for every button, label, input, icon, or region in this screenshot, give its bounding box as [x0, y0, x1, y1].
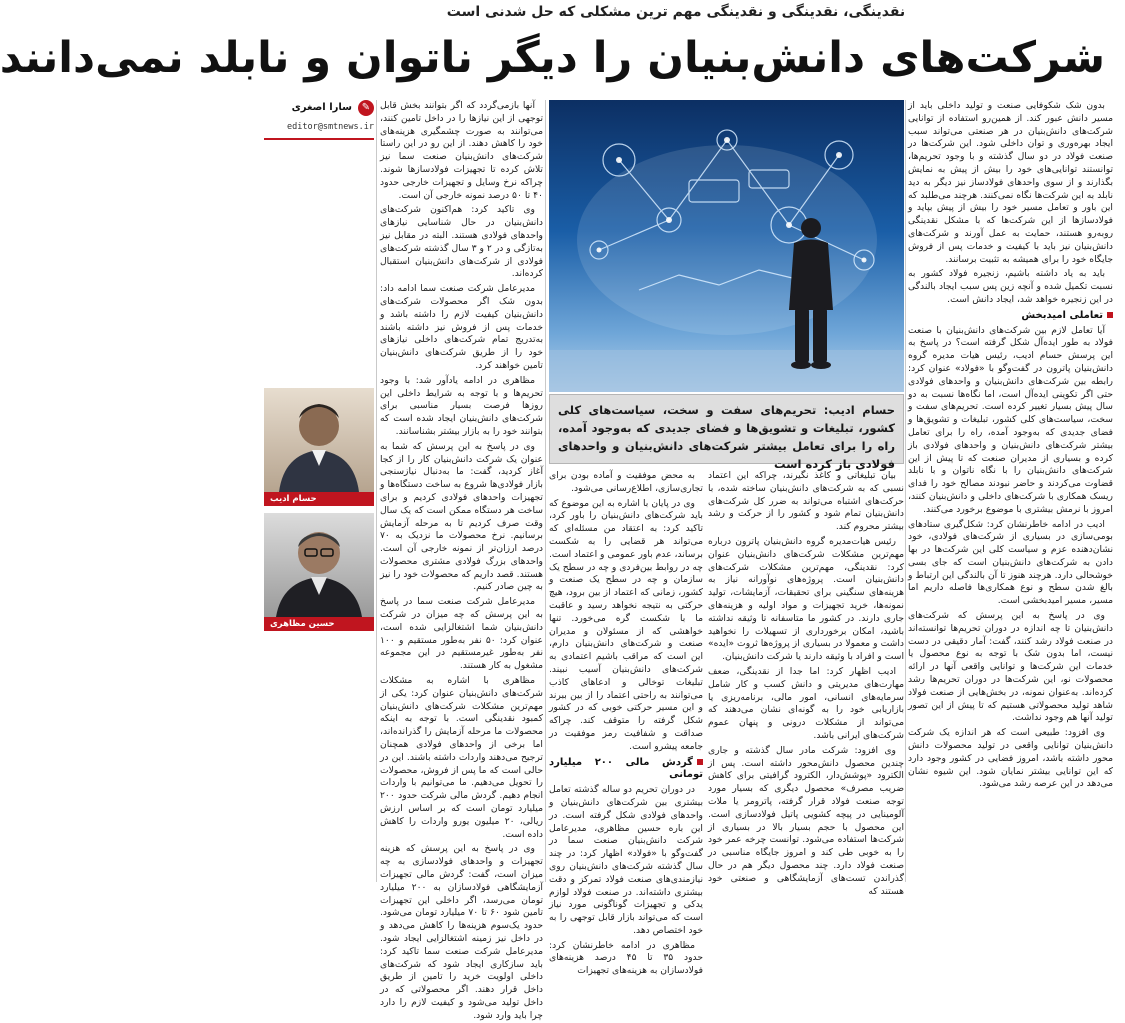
subheading [549, 757, 703, 783]
pen-icon: ✎ [358, 100, 374, 116]
author-name: سارا اصغری [291, 102, 352, 113]
paragraph: آیا تعامل لازم بین شرکت‌های دانش‌بنیان با صنعت فولاد به طور ایده‌آل شکل گرفته است؟ در پاسخ به این پرسش حسام ادیب، رئیس هیات مدیره گروه دانش‌بنیان پاترون در گفت‌وگو با «فولاد» عنوان کرد: رابطه بین شرکت‌های دانش‌بنیان و واحدهای فولادی حتی اگر تکوینی ایده‌آل است، اما نگاه‌ها نسبت به دو سال پیش بسیار تغییر کرده است. تحریم‌های سفت و سخت، سیاست‌های کلی کشور، تبلیغات و تشویق‌ها و فضای جدیدی که به‌وجود آمده، راه را برای تعامل بیشتر شرکت‌های دانش‌بنیان و واحدهای فولادی باز کرده و بسیاری از مدیران صنعت که تا پیش از این شرکت‌های دانش‌بنیان را با نگاه ناتوان و با نابلد قضاوت می‌کردند و حاضر نبودند مصالح خود را فدای ریسک همکاری با شرکت‌های داخلی و دانش‌بنیان کنند، امروز با نرمش بیشتری با موضوع برخورد می‌کنند. [908, 324, 1113, 515]
column-divider [376, 100, 377, 882]
paragraph: مظاهری با اشاره به مشکلات شرکت‌های دانش‌بنیان عنوان کرد: یکی از مهم‌ترین مشکلات شرکت‌های دانش‌بنیان کمبود نقدینگی است. با توجه به اینکه محصولات ما مرحله آزمایش را گذرانده‌اند، اما برخی از واحدهای فولادی همچنان ترجیح می‌دهند واردات داشته باشند. این در حالی است که ما پس از فروش، محصولات را تحویل می‌دهیم. ما می‌توانیم با واردات انجام دهیم. گردش مالی شرکت حدود ۲۰۰ میلیارد تومان است که بر اساس ارزش ریالی، ۲۰ میلیون یورو واردات را کاهش داده است. [380, 675, 543, 840]
main-photo [549, 100, 904, 392]
person-silhouette-icon [264, 388, 374, 492]
author-email[interactable]: editor@smtnews.ir [287, 122, 374, 132]
bullet-square-icon [697, 759, 703, 765]
subheading-text: گردش مالی ۲۰۰ میلیارد تومانی [549, 756, 703, 781]
column-divider [905, 100, 906, 882]
article-column-4 [380, 100, 544, 1021]
person-silhouette-icon [264, 513, 374, 617]
paragraph: بیان تبلیغاتی و کاغذ نگیرند، چراکه این اعتماد نسبی که به شرکت‌های دانش‌بنیان ساخته شده، با حرکت‌های اشتباه می‌تواند به ضرر کل شرکت‌های دانش‌بنیان تمام شود و کشور را از حرکت و رشد بیشتر محروم کند. [708, 470, 904, 533]
paragraph: به محض موفقیت و آماده بودن برای تجاری‌سازی، اطلاع‌رسانی می‌شود. [549, 470, 703, 494]
portrait-hesam-adib [264, 388, 374, 492]
bullet-square-icon [1107, 312, 1113, 318]
article-column-2 [708, 470, 904, 897]
paragraph: ادیب در ادامه خاطرنشان کرد: شکل‌گیری ستادهای بومی‌سازی در بسیاری از شرکت‌های فولادی، خود نشان‌دهنده عزم و سیاست کلی این شرکت‌ها در بها دادن به شرکت‌های دانش‌بنیان است که جای بسی خوشحالی دارد. هرچند هنوز تا آن بالندگی این ارتباط و بالغ شدن سطح و نوع همکاری‌ها فاصله داریم اما مسیر، مسیر امیدبخشی است. [908, 518, 1113, 607]
portrait-hossein-mazaheri [264, 513, 374, 617]
paragraph: بدون شک شکوفایی صنعت و تولید داخلی باید از مسیر دانش عبور کند. از همین‌رو استفاده از توانایی شرکت‌های دانش‌بنیان در هر صنعتی می‌تواند سبب ایجاد بهره‌وری و توان داخلی شود. این شرکت‌ها در صنعت فولاد در دو سال گذشته و با وجود تحریم‌ها، توانستند توانایی‌های خود را بیش از پیش به نمایش بگذارند و از سوی واحدهای فولادساز نیز دیگر به دید نابلد به این شرکت‌ها نگاه نمی‌کنند. هرچند می‌طلبد که این باور و تعامل مسیر خود را بیش از پیش بپاید و فولادسازها از این شرکت‌ها که با مشکل نقدینگی روبه‌رو هستند، حمایت به عمل آورند و شرکت‌های دانش‌بنیان نیز باید با کیفیت و خدمات پس از فروش جایگاه خود را برای همیشه به تثبیت برسانند. [908, 100, 1113, 265]
paragraph: مدیرعامل شرکت صنعت سما در پاسخ به این پرسش که چه میزان در شرکت دانش‌بنیان شما اشتغالزایی شده است، عنوان کرد: ۵۰ نفر به‌طور مستقیم و ۱۰۰ نفر به‌طور غیرمستقیم در این مجموعه مشغول به کار هستند. [380, 596, 543, 672]
column-divider [545, 100, 546, 882]
author-byline [264, 100, 374, 145]
kicker: نقدینگی، نقدینگی و نقدینگی مهم ترین مشکلی که حل شدنی است [446, 4, 906, 20]
paragraph: آنها بازمی‌گردد که اگر بتوانند بخش قابل توجهی از این نیازها را در داخل تامین کنند، می‌توانند به صورت چشمگیری هزینه‌های خود را کاهش دهند. از این رو در این راستا شرکت‌های دانش‌بنیان صنعت سما نیز تلاش کرده تا تجهیزات فولادسازها شوند. چراکه نرخ وسایل و تجهیزات خارجی حدود ۴۰ تا ۵۰ درصد نمونه خارجی آن است. [380, 100, 543, 201]
headline: شرکت‌های دانش‌بنیان را دیگر ناتوان و نابلد نمی‌دانند [0, 33, 1105, 83]
portrait-caption: حسام ادیب [264, 492, 374, 506]
paragraph: رئیس هیات‌مدیره گروه دانش‌بنیان پاترون درباره مهم‌ترین مشکلات شرکت‌های دانش‌بنیان عنوان کرد: نقدینگی، مهم‌ترین مشکلات شرکت‌های دانش‌بنیان است. پروژه‌های نوآورانه نیاز به هزینه‌های سنگینی برای تحقیقات، آزمایشات، تولید نمونه‌ها، خرید تجهیزات و مواد اولیه و هزینه‌های جاری دارند. در کشور ما متاسفانه تا وثیقه نداشته باشید، امکان برخورداری از تسهیلات را نخواهید داشت و معمولا در بسیاری از پروژه‌ها ثروت «ایده» است و افراد با وثیقه دارند یا شرکت دانش‌بنیان. [708, 535, 904, 663]
paragraph: مظاهری در ادامه خاطرنشان کرد: حدود ۳۵ تا ۴۵ درصد هزینه‌های فولادسازان به هزینه‌های تجهیزات [549, 939, 704, 977]
paragraph: وی در پاسخ به این پرسش که شرکت‌های دانش‌بنیان تا چه اندازه در دوران تحریم‌ها توانسته‌اند در صنعت فولاد رشد کنند، گفت: آمار دقیقی در دست نیست، اما بدون شک با توجه به نوع محصول یا خدمات این شرکت‌ها و توانایی واقعی آنها در ارائه محصولات نو، این شرکت‌ها در دوران تحریم‌ها رشد کرده‌اند. به‌عنوان نمونه، در بخش‌هایی از صنعت فولاد شاهد تولید محصولاتی هستیم که تا پیش از این تصور تولید آنها هم وجود نداشت. [908, 610, 1113, 724]
paragraph: وی در پاسخ به این پرسش که هزینه تجهیزات و واحدهای فولادسازی به چه میزان است، گفت: گردش مالی تجهیزات آزمایشگاهی فولادسازان به ۲۰۰ میلیارد تومان می‌رسد، اگر داخلی این تجهیزات تامین شود ۶۰ تا ۷۰ میلیارد تومان می‌شود. حدود یک‌سوم هزینه‌ها را کاهش می‌دهد و در داخل نیز زمینه اشتغالزایی ایجاد شود. مدیرعامل شرکت صنعت سما تاکید کرد: باید سازکاری ایجاد شود که شرکت‌های داخلی اولویت خرید را تامین از طریق داخل قرار دهند. اگر محصولاتی که در داخل تولید می‌شود و کیفیت لازم را دارد چرا باید وارد شود. [380, 843, 544, 1021]
businessman-network-illustration [549, 100, 904, 392]
article-column-1 [908, 100, 1113, 882]
byline-rule [264, 138, 374, 140]
paragraph: در دوران تحریم دو ساله گذشته تعامل بیشتری بین شرکت‌های دانش‌بنیان و واحدهای فولادی شکل گرفته است. در این باره حسین مظاهری، مدیرعامل شرکت دانش‌بنیان صنعت سما در گفت‌وگو با «فولاد» اظهار کرد: در چند سال گذشته شرکت‌های دانش‌بنیان روی نیازمندی‌های صنعت فولاد تمرکز و دقت بیشتری داشته‌اند. در صنعت فولاد لوازم یدکی و تجهیزات گوناگونی مورد نیاز است که می‌تواند بازار قابل توجهی را به خود اختصاص دهد. [549, 784, 703, 936]
paragraph: باید به یاد داشته باشیم، زنجیره فولاد کشور به نسبت تکمیل شده و آنچه زین پس سبب ایجاد بالندگی در این زنجیره خواهد شد، ایجاد دانش است. [908, 268, 1113, 305]
paragraph: مدیرعامل شرکت صنعت سما ادامه داد: بدون شک اگر محصولات شرکت‌های دانش‌بنیان کیفیت لازم را داشته باشد و خدمات پس از فروش نیز داشته باشند به‌تدریج تمام شرکت‌های داخلی نیازهای خود را از طریق شرکت‌های دانش‌بنیان تامین خواهند کرد. [380, 283, 543, 371]
article-column-3 [549, 470, 704, 977]
portrait-caption: حسین مظاهری [264, 617, 374, 631]
paragraph: مظاهری در ادامه یادآور شد: با وجود تحریم‌ها و با توجه به شرایط داخلی این روزها فرصت بسیار مناسبی برای شرکت‌های دانش‌بنیان ایجاد شده است که بتوانند خود را به بازار بیشتر بشناسانند. [380, 374, 543, 437]
subheading-text: تعاملی امیدبخش [1021, 309, 1103, 321]
paragraph: وی افزود: شرکت مادر سال گذشته و جاری چندین محصول دانش‌محور داشته است. پس از الکترود «پوشش‌دار، الکترود گرافیتی برای کاهش ضریب مصرف» محصول دیگری که بسیار مورد توجه صنعت فولاد قرار گرفته، پاترومر یا ملات آلومینایی در پیچه کشویی پاتیل فولادسازی است. این محصول با حجم بسیار بالا در بسیاری از شرکت‌ها استفاده می‌شود. توانست چرخه عمر خود را به خوبی طی کند و امروز جایگاه مناسبی در صنعت فولاد دارد. چند محصول دیگر هم در حال گذراندن تست‌های آزمایشگاهی و صنعتی خود هستند که [708, 744, 904, 897]
subheading [908, 310, 1113, 323]
paragraph: وی در پایان با اشاره به این موضوع که باید شرکت‌های دانش‌بنیان را باور کرد، تاکید کرد: به اعتقاد من مسئله‌ای که می‌تواند هر قضایی را به شکست برساند، عدم باور عمومی و اعتماد است. چه در روابط بین‌فردی و چه در سطح یک سازمان و چه در سطح یک صنعت و کشور، زمانی که اعتماد از بین برود، هیچ حرکتی به نتیجه نخواهد رسید و عاقبت ما با شکست گره می‌خورد. تنها خواهشی که از مسئولان و مدیران صنعت و شرکت‌های دانش‌بنیان دارم، این است که مراقب باشیم اعتمادی به شرکت‌های دانش‌بنیان آسیب نبیند. تبلیغات توخالی و ادعاهای کاذب می‌توانند به راحتی اعتماد را از بین ببرند و این مسیر حرکتی خوبی که در کشور شکل گرفته را متوقف کند. چراکه صداقت و شفافیت رمز موفقیت در جامعه پیشرو است. [549, 497, 703, 752]
paragraph: ادیب اظهار کرد: اما جدا از نقدینگی، ضعف مهارت‌های مدیریتی و دانش کسب و کار شامل سرمایه‌های انسانی، امور مالی، برنامه‌ریزی یا بازاریابی خود را به گونه‌ای نشان می‌دهند که می‌تواند از مشکلات درونی و پنهان عموم شرکت‌های ایرانی باشد. [708, 665, 904, 741]
paragraph: وی افزود: طبیعی است که هر اندازه یک شرکت دانش‌بنیان توانایی واقعی در تولید محصولات دانش محور داشته باشد، امروز فضایی در کشور وجود دارد که این توانایی بیشتر نمایان شود. این شیوه نشان می‌دهد در این عرصه رشد می‌شود. [908, 727, 1113, 790]
paragraph: وی تاکید کرد: هم‌اکنون شرکت‌های دانش‌بنیان در حال شناسایی نیازهای واحدهای فولادی هستند. البته در مقابل نیز به‌تازگی و در ۲ و ۳ سال گذشته شرکت‌های فولادی از شرکت‌های دانش‌بنیان استقبال کرده‌اند. [380, 204, 543, 280]
pull-quote: حسام ادیب: تحریم‌های سفت و سخت، سیاست‌های کلی کشور، تبلیغات و تشویق‌ها و فضای جدیدی که به‌وجود آمده، راه را برای تعامل بیشتر شرکت‌های دانش‌بنیان و واحدهای فولادی باز کرده است [549, 394, 904, 464]
paragraph: وی در پاسخ به این پرسش که شما به عنوان یک شرکت دانش‌بنیان کار را از کجا آغاز کردید، گفت: ما به‌دنبال نیازسنجی بازار فولادی‌ها شروع به ساخت دستگاه‌ها و تجهیزات واحدهای فولادی کردیم و برای ساخت هر دستگاه ممکن است که یک سال وقت صرف کردیم تا به مرحله آزمایش برسانیم. نرخ محصولات ما نزدیک به ۷۰ درصد ارزان‌تر از نمونه خارجی آن است. واحدهای بزرگ فولادی مشتری محصولات هستند. قصد داریم که محصولات خود را نیز به چین صادر کنیم. [380, 440, 543, 593]
